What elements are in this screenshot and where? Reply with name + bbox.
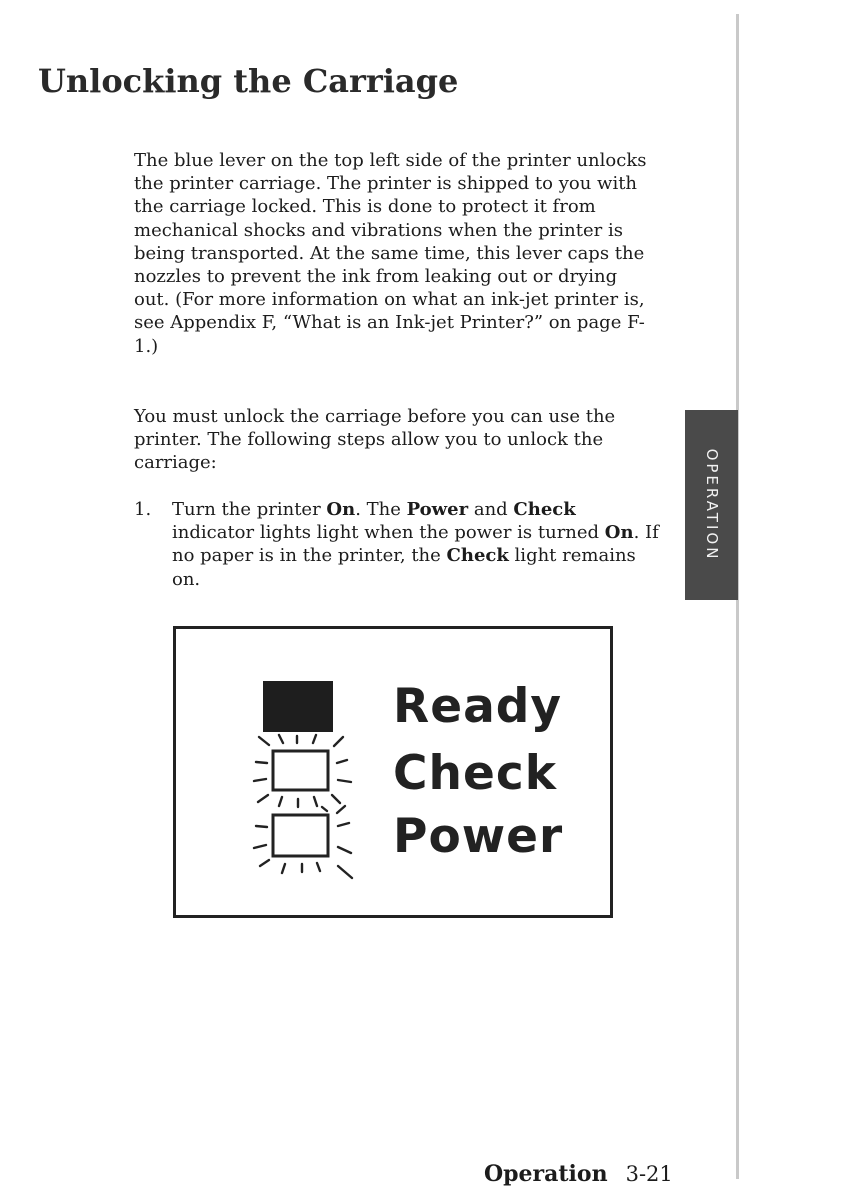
- step-emphasis: Power: [406, 499, 469, 520]
- power-label: Power: [393, 809, 564, 864]
- step-text-part: Turn the printer: [172, 499, 327, 520]
- step-emphasis: Check: [513, 499, 576, 520]
- unlock-paragraph: You must unlock the carriage before you can use the printer. The following steps allow you to unlock the carriage:: [134, 406, 616, 474]
- step-emphasis: On: [326, 499, 356, 520]
- step-number: 1.: [134, 499, 152, 520]
- page-footer: [484, 1161, 673, 1187]
- power-light-icon: [273, 815, 328, 856]
- power-blink-rays-icon: [254, 806, 352, 878]
- step-text-part: and: [468, 499, 514, 520]
- intro-paragraph: The blue lever on the top left side of the printer unlocks the printer carriage. The printer is shipped to you with the carriage locked. This is done to protect it from mechanical shocks and vibrations when the printer is being transported. At the same time, this lever caps the nozzles to prevent the ink from leaking out or drying out. (For more information on what an ink-jet printer is, see Appendix F, “What is an Ink-jet Printer?” on page F-1.): [134, 150, 647, 357]
- step-text-part: . The: [355, 499, 407, 520]
- ready-label: Ready: [393, 679, 563, 734]
- ready-light-icon: [263, 681, 333, 732]
- footer-section-name: Operation: [484, 1161, 608, 1187]
- step-text-part: light remains on.: [172, 545, 636, 590]
- step-emphasis: Check: [446, 545, 509, 567]
- check-blink-rays-icon: [254, 735, 351, 807]
- section-tab-label: OPERATION: [702, 448, 721, 562]
- check-light-icon: [273, 751, 328, 790]
- page-title: Unlocking the Carriage: [38, 62, 459, 100]
- step-text-part: . If no paper is in the printer, the: [172, 522, 659, 567]
- check-label: Check: [393, 746, 557, 801]
- step-text-part: indicator lights light when the power is turned: [172, 522, 605, 544]
- page-number: 3-21: [625, 1162, 673, 1186]
- step-emphasis: On: [604, 522, 634, 544]
